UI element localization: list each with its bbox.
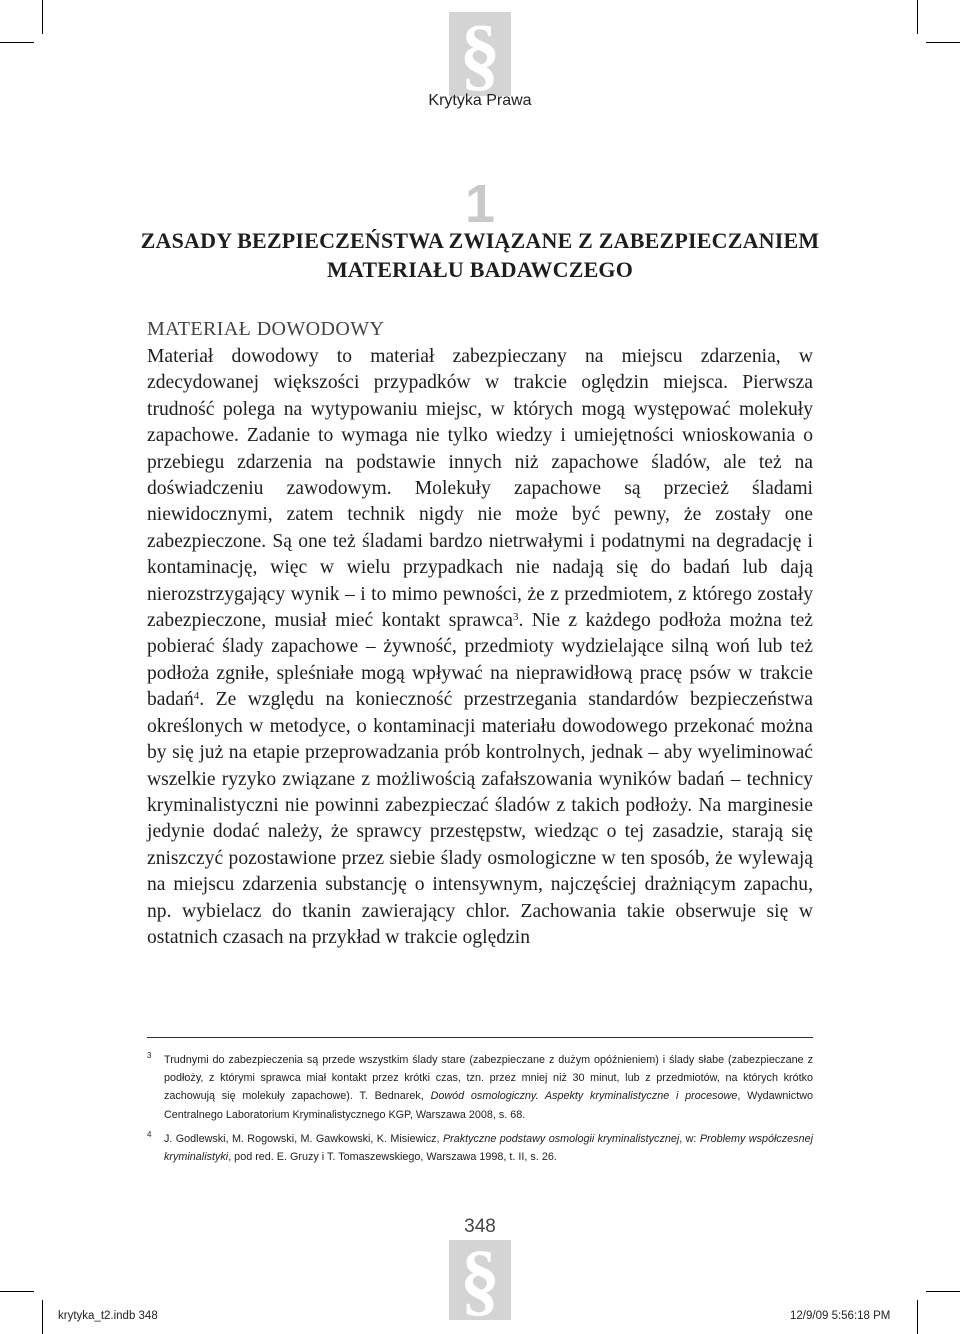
crop-mark-bottom-left-v (42, 1300, 43, 1334)
print-slug-timestamp: 12/9/09 5:56:18 PM (790, 1310, 891, 1322)
chapter-title (140, 226, 820, 284)
section-sign-logo: § (449, 12, 511, 96)
footnote-3 (147, 1051, 813, 1124)
footnote-title-italic: Problemy współczesnej kryminalistyki (164, 1132, 813, 1164)
section-heading: MATERIAŁ DOWODOWY (147, 318, 385, 340)
footnote-ref-3: 3 (512, 611, 519, 624)
footnote-4 (147, 1130, 813, 1166)
footnote-title-italic: Praktyczne podstawy osmologii kryminalistycznej (442, 1132, 680, 1145)
crop-mark-bottom-right-h (926, 1291, 960, 1292)
paragraph-part-1: Materiał dowodowy to materiał zabezpieczany na miejscu zdarzenia, w zdecydowanej większości przypadków w trakcie oględzin miejsca. Pierwsza trudność polega na wytypowaniu miejsc, w których mogą występować molekuły zapachowe. Zadanie to wymaga nie tylko wiedzy i umiejętności wnioskowania o przebiegu zdarzenia na podstawie innych niż zapachowe śladów, ale też na doświadczeniu zawodowym. Molekuły zapachowe są przecież śladami niewidocznymi, zatem technik nigdy nie może być pewny, że zostały one zabezpieczone. Są one też śladami bardzo nietrwałymi i podatnymi na degradację i kontaminację, więc w wielu przypadkach nie nadają się do badań lub dają nierozstrzygający wynik – i to mimo pewności, że z przedmiotem, z którego zostały zabezpieczone, musiał mieć kontakt sprawca (147, 346, 813, 632)
footnote-title-italic: Dowód osmologiczny. Aspekty kryminalistyczne i procesowe (430, 1090, 738, 1103)
footnote-text: J. Godlewski, M. Rogowski, M. Gawkowski, K. Misiewicz, (164, 1132, 443, 1145)
footnote-number: 3 (147, 1051, 152, 1060)
crop-mark-bottom-right-v (917, 1300, 918, 1334)
footnote-divider (147, 1037, 813, 1038)
footnote-text: , pod red. E. Gruzy i T. Tomaszewskiego, Warszawa 1998, t. II, s. 26. (228, 1151, 557, 1164)
footnote-ref-4: 4 (193, 690, 200, 703)
crop-mark-top-left-h (0, 42, 34, 43)
section-sign-footer-logo: § (449, 1240, 511, 1320)
footnotes (147, 1051, 813, 1172)
chapter-title-line-2: MATERIAŁU BADAWCZEGO (326, 257, 634, 282)
body-text (147, 344, 813, 951)
footnote-text: , Wydawnictwo Centralnego Laboratorium Kryminalistycznego KGP, Warszawa 2008, s. 68. (164, 1090, 813, 1121)
paragraph (147, 344, 813, 951)
crop-mark-bottom-left-h (0, 1291, 34, 1292)
crop-mark-top-right-v (917, 0, 918, 34)
footnote-text: Trudnymi do zabezpieczenia są przede wszystkim ślady stare (zabezpieczane z dużym opóźnieniem) i ślady słabe (zabezpieczane z podłoży, z którymi sprawca miał kontakt przez krótki czas, tzn. przez mniej niż 30 minut, lub z przedmiotów, na których krótko zachowują się molekuły zapachowe). T. Bednarek, (164, 1054, 813, 1103)
footnote-number: 4 (147, 1129, 152, 1139)
crop-mark-top-right-h (926, 42, 960, 43)
page-number: 348 (464, 1216, 496, 1237)
crop-mark-top-left-v (42, 0, 43, 34)
print-slug-file: krytyka_t2.indb 348 (58, 1310, 158, 1322)
paragraph-part-3: . Ze względu na konieczność przestrzegania standardów bezpieczeństwa określonych w metodyce, o kontaminacji materiału dowodowego przekonać można by się już na etapie przeprowadzania prób kontrolnych, jednak – aby wyeliminować wszelkie ryzyko związane z możliwością zafałszowania wyników badań – technicy kryminalistyczni nie powinni zabezpieczać śladów z takich podłoży. Na marginesie jedynie dodać należy, że sprawcy przestępstw, wiedząc o tej zasadzie, starają się zniszczyć pozostawione przez siebie ślady osmologiczne w ten sposób, że wylewają na miejscu zdarzenia substancję o intensywnym, najczęściej drażniącym zapachu, np. wybielacz do tkanin zawierający chlor. Zachowania takie obserwuje się w ostatnich czasach na przykład w trakcie oględzin (147, 689, 813, 948)
footnote-text: , w: (679, 1132, 700, 1145)
chapter-number: 1 (464, 174, 496, 234)
chapter-title-line-1: ZASADY BEZPIECZEŃSTWA ZWIĄZANE Z ZABEZPIECZANIEM (140, 228, 820, 253)
paragraph-part-2: . Nie z każdego podłoża można też pobierać ślady zapachowe – żywność, przedmioty wydzielające silną woń lub też podłoża zgniłe, spleśniałe mogą wpływać na nieprawidłową pracę psów w trakcie badań (147, 610, 813, 711)
journal-title: Krytyka Prawa (428, 92, 532, 109)
